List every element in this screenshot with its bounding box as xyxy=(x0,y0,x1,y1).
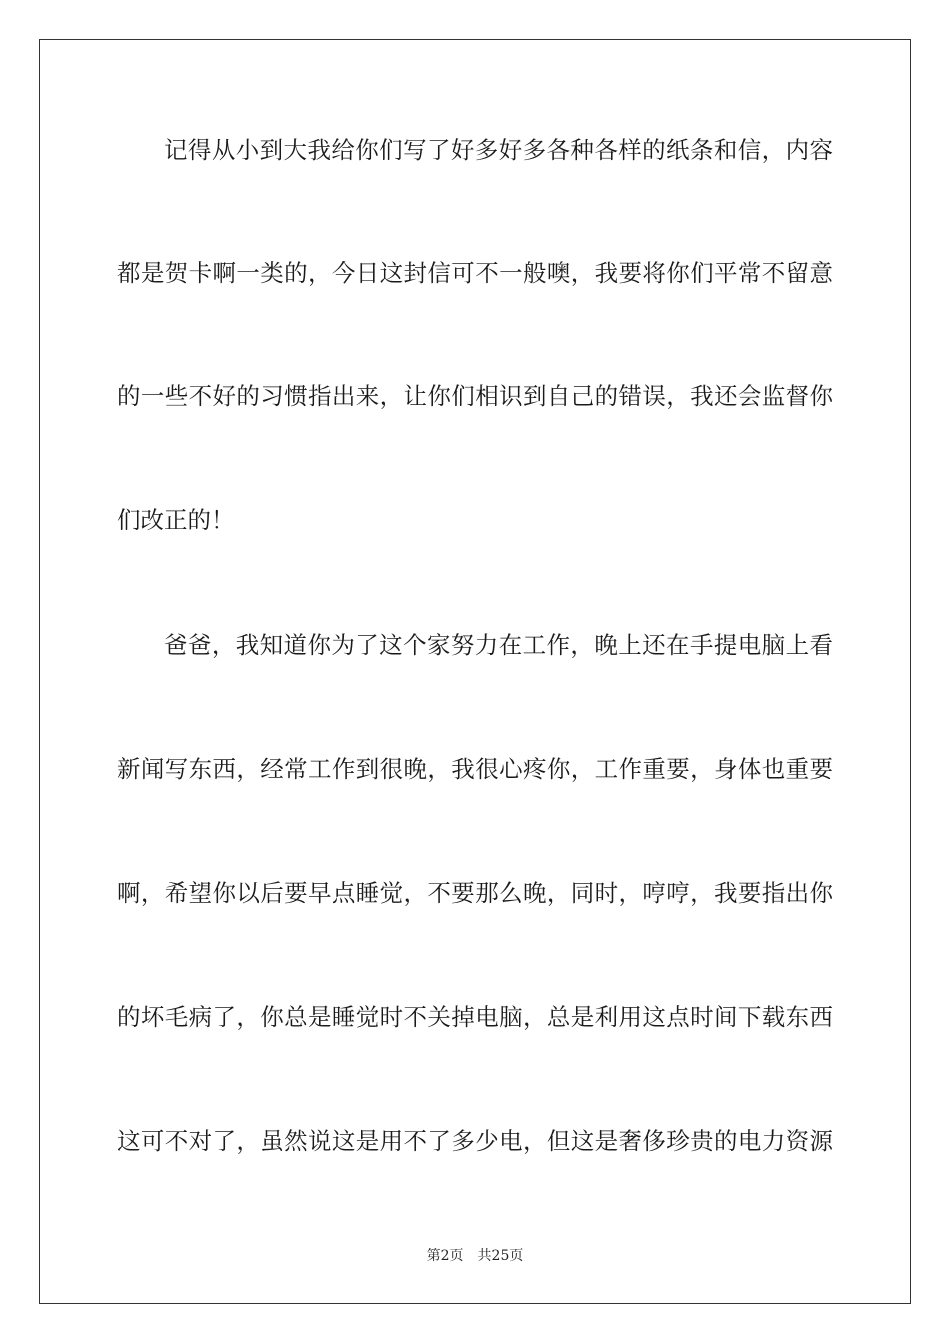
paragraph-1-line-1: 记得从小到大我给你们写了好多好多各种各样的纸条和信，内容 xyxy=(164,136,833,164)
page-number: 第2页 xyxy=(426,1248,464,1264)
paragraph-2-line-4: 的坏毛病了，你总是睡觉时不关掉电脑，总是利用这点时间下载东西 xyxy=(117,1003,833,1031)
total-pages: 共25页 xyxy=(477,1248,524,1264)
page-footer xyxy=(0,1247,950,1265)
paragraph-1-line-4: 们改正的！ xyxy=(117,506,235,534)
paragraph-2-line-2: 新闻写东西，经常工作到很晚，我很心疼你，工作重要，身体也重要 xyxy=(117,755,833,783)
paragraph-1-line-2: 都是贺卡啊一类的，今日这封信可不一般噢，我要将你们平常不留意 xyxy=(117,259,833,287)
paragraph-2-line-3: 啊，希望你以后要早点睡觉，不要那么晚，同时，哼哼，我要指出你 xyxy=(117,879,833,907)
page-border xyxy=(39,39,911,1304)
paragraph-2-line-5: 这可不对了，虽然说这是用不了多少电，但这是奢侈珍贵的电力资源 xyxy=(117,1127,833,1155)
paragraph-1-line-3: 的一些不好的习惯指出来，让你们相识到自己的错误，我还会监督你 xyxy=(117,382,833,410)
paragraph-2-line-1: 爸爸，我知道你为了这个家努力在工作，晚上还在手提电脑上看 xyxy=(164,631,833,659)
